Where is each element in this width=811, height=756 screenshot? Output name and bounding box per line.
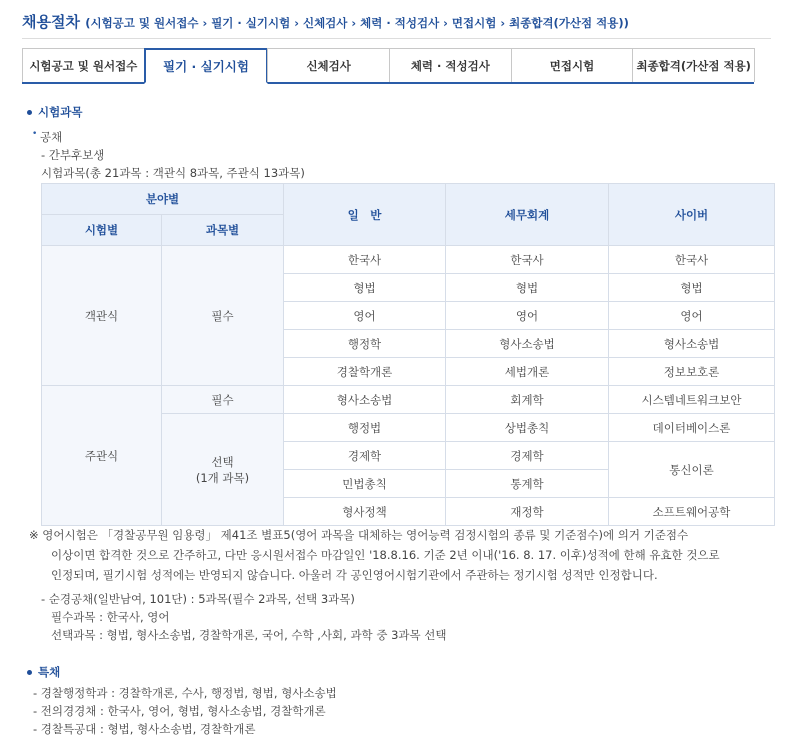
- table-cell: 행정학: [284, 330, 446, 358]
- th-field: 분야별: [42, 184, 284, 215]
- page-title: 채용절차 (시험공고 및 원서접수 › 필기 · 실기시험 › 신체검사 › 체력 · 적성검사 › 면접시험 › 최종합격(가산점 적용)): [22, 13, 629, 31]
- table-cell: 형사정책: [284, 498, 446, 526]
- section-title-subjects: 시험과목: [27, 104, 82, 120]
- subject-count: 시험과목(총 21과목 : 객관식 8과목, 주관식 13과목): [41, 166, 305, 180]
- cell-objective: 객관식: [42, 246, 162, 386]
- cell-required: 필수: [162, 246, 284, 386]
- note-line: 이상이면 합격한 것으로 간주하고, 다만 응시원서접수 마감일인 '18.8.16. 기준 2년 이내('16. 8. 17. 이후)성적에 한해 유효한 것으로: [51, 548, 720, 562]
- table-cell: 형사소송법: [446, 330, 609, 358]
- table-cell: 형법: [284, 274, 446, 302]
- sunkyung-elective: 선택과목 : 형법, 형사소송법, 경찰학개론, 국어, 수학 ,사회, 과학 중 3과목 선택: [51, 628, 447, 642]
- elective-note: (1개 과목): [195, 470, 250, 485]
- table-cell: 통신이론: [609, 442, 775, 498]
- tab-fitness-test[interactable]: 체력 · 적성검사: [389, 48, 512, 82]
- page-subtitle: (시험공고 및 원서접수 › 필기 · 실기시험 › 신체검사 › 체력 · 적성검사 › 면접시험 › 최종합격(가산점 적용)): [85, 16, 629, 30]
- table-cell: 형사소송법: [284, 386, 446, 414]
- table-cell: 재정학: [446, 498, 609, 526]
- table-cell: 영어: [284, 302, 446, 330]
- special-line: - 경찰특공대 : 형법, 형사소송법, 경찰학개론: [33, 722, 256, 736]
- table-cell: 형사소송법: [609, 330, 775, 358]
- tab-bar: [22, 48, 754, 84]
- table-cell: 민법총칙: [284, 470, 446, 498]
- tab-final-pass[interactable]: 최종합격(가산점 적용): [632, 48, 755, 82]
- table-cell: 형법: [609, 274, 775, 302]
- th-general: 일 반: [284, 184, 446, 246]
- table-cell: 한국사: [446, 246, 609, 274]
- table-cell: 회계학: [446, 386, 609, 414]
- cell-subjective: 주관식: [42, 386, 162, 526]
- table-cell: 한국사: [609, 246, 775, 274]
- cell-elective: 선택 (1개 과목): [162, 414, 284, 526]
- table-cell: 한국사: [284, 246, 446, 274]
- bullet-open-recruit: 공채: [40, 130, 63, 144]
- cell-required-2: 필수: [162, 386, 284, 414]
- table-cell: 경찰학개론: [284, 358, 446, 386]
- table-cell: 영어: [446, 302, 609, 330]
- table-cell: 상법총칙: [446, 414, 609, 442]
- note-line: ※ 영어시험은 「경찰공무원 임용령」 제41조 별표5(영어 과목을 대체하는 영어능력 검정시험의 종류 및 기준점수)에 의거 기준점수: [29, 528, 689, 542]
- table-cell: 형법: [446, 274, 609, 302]
- table-cell: 소프트웨어공학: [609, 498, 775, 526]
- sunkyung-required: 필수과목 : 한국사, 영어: [51, 610, 170, 624]
- special-line: - 전의경경채 : 한국사, 영어, 형법, 형사소송법, 경찰학개론: [33, 704, 326, 718]
- bullet-dot-icon: [27, 110, 32, 115]
- th-exam: 시험별: [42, 215, 162, 246]
- sub-cadet: - 간부후보생: [41, 148, 105, 162]
- table-cell: 경제학: [446, 442, 609, 470]
- table-cell: 정보보호론: [609, 358, 775, 386]
- english-note: [29, 525, 781, 585]
- table-cell: 행정법: [284, 414, 446, 442]
- tab-announcement[interactable]: 시험공고 및 원서접수: [22, 48, 145, 82]
- table-cell: 영어: [609, 302, 775, 330]
- subject-table: [41, 183, 775, 526]
- tab-written-exam[interactable]: 필기 · 실기시험: [144, 48, 269, 84]
- note-line: 인정되며, 필기시험 성적에는 반영되지 않습니다. 아울러 각 공인영어시험기관에서 주관하는 정기시험 성적만 인정합니다.: [51, 568, 658, 582]
- table-cell: 시스템네트워크보안: [609, 386, 775, 414]
- tab-physical-exam[interactable]: 신체검사: [267, 48, 390, 82]
- section-title-special: 특채: [27, 664, 60, 680]
- sunkyung-line: - 순경공채(일반남여, 101단) : 5과목(필수 2과목, 선택 3과목): [41, 592, 355, 606]
- special-line: - 경찰행정학과 : 경찰학개론, 수사, 행정법, 형법, 형사소송법: [33, 686, 337, 700]
- bullet-dot-icon: [27, 670, 32, 675]
- bullet-icon: •: [32, 129, 38, 139]
- th-cyber: 사이버: [609, 184, 775, 246]
- tab-interview[interactable]: 면접시험: [511, 48, 634, 82]
- divider: [22, 38, 771, 39]
- table-cell: 통계학: [446, 470, 609, 498]
- table-cell: 경제학: [284, 442, 446, 470]
- th-subject: 과목별: [162, 215, 284, 246]
- table-cell: 세법개론: [446, 358, 609, 386]
- table-cell: 데이터베이스론: [609, 414, 775, 442]
- th-tax: 세무회계: [446, 184, 609, 246]
